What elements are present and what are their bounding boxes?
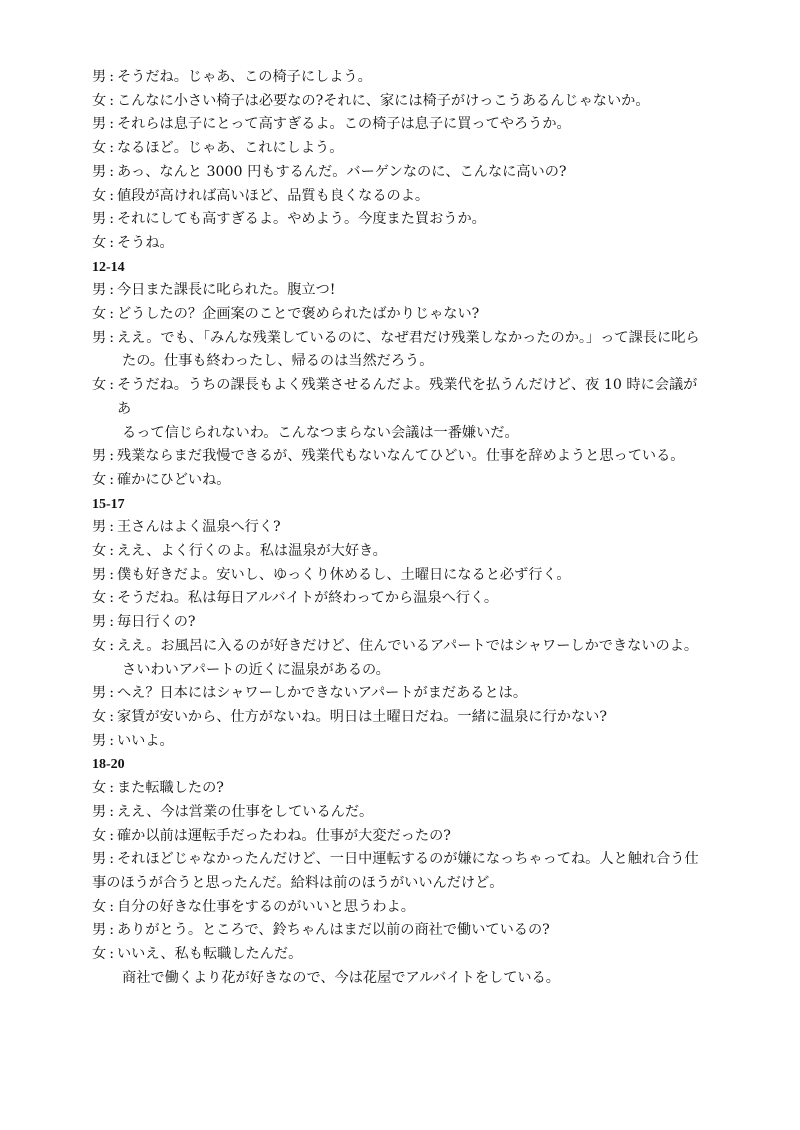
speaker-label: 女	[92, 92, 107, 109]
dialogue-line	[92, 706, 702, 730]
dialogue-line	[92, 113, 702, 137]
dialogue-text: それらは息子にとって高すぎるよ。この椅子は息子に買ってやろうか。	[116, 116, 571, 133]
dialogue-line	[92, 730, 702, 754]
dialogue-text: 値段が高ければ高いほど、品質も良くなるのよ。	[116, 187, 430, 204]
dialogue-text: ええ。お風呂に入るのが好きだけど、住んでいるアパートではシャワーしかできないのよ。	[116, 637, 699, 654]
speaker-label: 男	[92, 211, 107, 228]
dialogue-line	[92, 896, 702, 920]
dialogue-text: 確かにひどいね。	[116, 471, 231, 488]
speaker-label: 女	[92, 946, 107, 963]
speaker-separator: :	[109, 614, 114, 631]
speaker-separator: :	[109, 566, 114, 583]
speaker-label: 男	[92, 851, 107, 868]
dialogue-text: そうね。	[116, 234, 174, 251]
dialogue-text: 毎日行くの?	[116, 614, 196, 631]
speaker-label: 男	[92, 282, 107, 299]
speaker-separator: :	[109, 827, 114, 844]
speaker-separator: :	[109, 377, 114, 394]
speaker-separator: :	[109, 922, 114, 939]
dialogue-text: また転職したの?	[116, 780, 224, 797]
speaker-label: 女	[92, 590, 107, 607]
dialogue-continuation: 事のほうが合うと思ったんだ。給料は前のほうがいいんだけど。	[92, 874, 504, 891]
dialogue-line	[92, 777, 702, 801]
speaker-separator: :	[109, 851, 114, 868]
dialogue-line	[92, 848, 702, 872]
speaker-label: 女	[92, 471, 107, 488]
speaker-separator: :	[109, 69, 114, 85]
dialogue-line	[92, 327, 702, 351]
dialogue-text: そうだね。うちの課長もよく残業させるんだよ。残業代を払うんだけど、夜 10 時に会議があ	[116, 377, 698, 417]
speaker-label: 男	[92, 614, 107, 631]
dialogue-line	[92, 825, 702, 849]
speaker-separator: :	[109, 116, 114, 133]
speaker-label: 女	[92, 140, 107, 157]
dialogue-text: 確か以前は運転手だったわね。仕事が大変だったの?	[116, 827, 451, 844]
speaker-label: 女	[92, 780, 107, 797]
dialogue-text: こんなに小さい椅子は必要なの?それに、家には椅子がけっこうあるんじゃないか。	[116, 92, 650, 109]
speaker-label: 男	[92, 685, 107, 702]
speaker-separator: :	[109, 590, 114, 607]
dialogue-transcript	[92, 66, 702, 990]
dialogue-text: そうだね。じゃあ、この椅子にしよう。	[116, 69, 372, 85]
dialogue-line	[92, 208, 702, 232]
speaker-label: 女	[92, 377, 107, 394]
speaker-separator: :	[109, 211, 114, 228]
speaker-label: 女	[92, 187, 107, 204]
dialogue-text: 王さんはよく温泉へ行く?	[116, 519, 281, 536]
dialogue-line	[92, 185, 702, 209]
speaker-label: 女	[92, 637, 107, 654]
dialogue-line	[92, 445, 702, 469]
dialogue-line	[92, 682, 702, 706]
speaker-separator: :	[109, 708, 114, 725]
dialogue-line	[92, 919, 702, 943]
dialogue-line	[92, 516, 702, 540]
speaker-separator: :	[109, 306, 114, 323]
dialogue-text: 今日また課長に叱られた。腹立つ!	[116, 282, 336, 299]
dialogue-line	[92, 587, 702, 611]
dialogue-line	[92, 66, 702, 90]
dialogue-text: それにしても高すぎるよ。やめよう。今度また買おうか。	[116, 211, 486, 228]
dialogue-line	[92, 943, 702, 967]
dialogue-line	[92, 801, 702, 825]
dialogue-text: そうだね。私は毎日アルバイトが終わってから温泉へ行く。	[116, 590, 499, 607]
dialogue-text: へえ？日本にはシャワーしかできないアパートがまだあるとは。	[116, 685, 528, 702]
speaker-label: 女	[92, 234, 107, 251]
speaker-label: 男	[92, 448, 107, 465]
speaker-label: 男	[92, 803, 107, 820]
dialogue-line	[92, 469, 702, 493]
dialogue-text: あっ、なんと 3000 円もするんだ。バーゲンなのに、こんなに高いの?	[116, 163, 567, 180]
speaker-separator: :	[109, 519, 114, 536]
speaker-separator: :	[109, 282, 114, 299]
dialogue-line	[92, 303, 702, 327]
speaker-label: 男	[92, 732, 107, 749]
speaker-separator: :	[109, 685, 114, 702]
speaker-label: 男	[92, 329, 107, 346]
speaker-label: 女	[92, 898, 107, 915]
dialogue-text: 自分の好きな仕事をするのがいいと思うわよ。	[116, 898, 415, 915]
dialogue-text: ありがとう。ところで、鈴ちゃんはまだ以前の商社で働いているの?	[116, 922, 550, 939]
speaker-label: 男	[92, 922, 107, 939]
dialogue-line	[92, 540, 702, 564]
speaker-separator: :	[109, 329, 114, 346]
speaker-label: 女	[92, 543, 107, 560]
dialogue-line	[92, 161, 702, 185]
dialogue-line	[92, 374, 702, 421]
dialogue-continuation: るって信じられないわ。こんなつまらない会議は一番嫌いだ。	[122, 424, 519, 441]
dialogue-line	[92, 232, 702, 256]
dialogue-text: ええ。でも、「みんな残業しているのに、なぜ君だけ残業しなかったのか。」って課長に叱ら	[116, 329, 700, 346]
speaker-separator: :	[109, 140, 114, 157]
dialogue-text: なるほど。じゃあ、これにしよう。	[116, 140, 344, 157]
speaker-separator: :	[109, 637, 114, 654]
section-number: 12-14	[92, 259, 125, 275]
speaker-separator: :	[109, 234, 114, 251]
speaker-separator: :	[109, 780, 114, 797]
dialogue-line	[92, 635, 702, 659]
dialogue-text: どうしたの？企画案のことで褒められたばかりじゃない?	[116, 306, 480, 323]
dialogue-text: 僕も好きだよ。安いし、ゆっくり休めるし、土曜日になると必ず行く。	[116, 566, 571, 583]
dialogue-continuation: さいわいアパートの近くに温泉があるの。	[122, 661, 390, 678]
speaker-separator: :	[109, 898, 114, 915]
speaker-separator: :	[109, 803, 114, 820]
dialogue-text: いいよ。	[116, 732, 174, 749]
speaker-label: 男	[92, 163, 107, 180]
dialogue-line	[92, 90, 702, 114]
dialogue-text: それほどじゃなかったんだけど、一日中運転するのが嫌になっちゃってね。人と触れ合う仕	[116, 851, 699, 868]
speaker-separator: :	[109, 163, 114, 180]
dialogue-text: 残業ならまだ我慢できるが、残業代もないなんてひどい。仕事を辞めようと思っている。	[116, 448, 685, 465]
speaker-separator: :	[109, 187, 114, 204]
speaker-label: 女	[92, 827, 107, 844]
speaker-separator: :	[109, 448, 114, 465]
dialogue-line	[92, 611, 702, 635]
speaker-separator: :	[109, 732, 114, 749]
dialogue-text: いいえ、私も転職したんだ。	[116, 946, 303, 963]
speaker-label: 男	[92, 69, 107, 85]
dialogue-text: ええ、よく行くのよ。私は温泉が大好き。	[116, 543, 387, 560]
speaker-label: 女	[92, 306, 107, 323]
dialogue-continuation: 商社で働くより花が好きなので、今は花屋でアルバイトをしている。	[122, 969, 560, 986]
speaker-separator: :	[109, 946, 114, 963]
dialogue-text: 家賃が安いから、仕方がないね。明日は土曜日だね。一緒に温泉に行かない?	[116, 708, 607, 725]
dialogue-line	[92, 279, 702, 303]
dialogue-text: ええ、今は営業の仕事をしているんだ。	[116, 803, 374, 820]
speaker-label: 男	[92, 566, 107, 583]
dialogue-continuation: たの。仕事も終わったし、帰るのは当然だろう。	[122, 353, 434, 370]
speaker-separator: :	[109, 471, 114, 488]
dialogue-line	[92, 564, 702, 588]
speaker-label: 男	[92, 519, 107, 536]
section-number: 18-20	[92, 757, 125, 773]
speaker-label: 女	[92, 708, 107, 725]
speaker-label: 男	[92, 116, 107, 133]
section-number: 15-17	[92, 496, 125, 512]
speaker-separator: :	[109, 543, 114, 560]
speaker-separator: :	[109, 92, 114, 109]
dialogue-line	[92, 137, 702, 161]
